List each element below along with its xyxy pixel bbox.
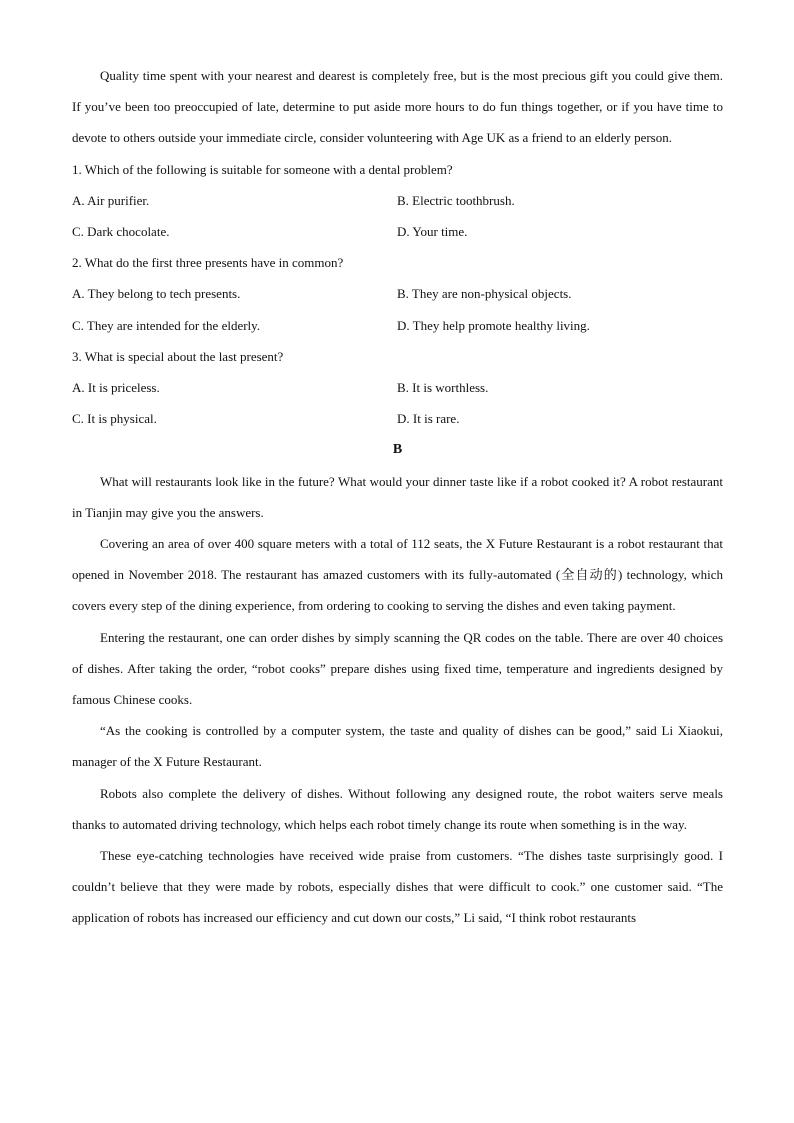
option-d: D. Your time. (397, 224, 468, 240)
section-b-paragraph-2: Covering an area of over 400 square meters with a total of 112 seats, the X Future Restaurant is a robot restaurant that opened in November 2018. The restaurant has amazed customers with its fully-automated (全自动的) technology, which covers every step of the dining experience, from ordering to cooking to serving the dishes and even taking payment. (72, 536, 723, 614)
section-b-heading: B (392, 442, 403, 458)
option-d: D. They help promote healthy living. (397, 317, 590, 333)
section-b-paragraph-6: These eye-catching technologies have received wide praise from customers. “The dishes taste surprisingly good. I couldn’t believe that they were made by robots, especially dishes that were difficult to cook.” one customer said. “The application of robots has increased our efficiency and cut down our costs,” Li said, “I think robot restaurants (72, 848, 723, 926)
option-a: A. They belong to tech presents. (72, 286, 241, 302)
question-2 (72, 247, 723, 341)
passage-a-closing-paragraph: Quality time spent with your nearest and dearest is completely free, but is the most precious gift you could give them. If you’ve been too preoccupied of late, determine to put aside more hours to do fun things together, or if you have time to devote to others outside your immediate circle, consider volunteering with Age UK as a friend to an elderly person. (72, 68, 723, 146)
question-1 (72, 154, 723, 248)
question-3 (72, 341, 723, 435)
option-row (72, 372, 723, 403)
section-b-paragraph-1: What will restaurants look like in the future? What would your dinner taste like if a robot cooked it? A robot restaurant in Tianjin may give you the answers. (72, 473, 723, 520)
option-c: C. Dark chocolate. (72, 224, 170, 240)
option-row (72, 278, 723, 309)
option-d: D. It is rare. (397, 411, 460, 427)
question-stem: 2. What do the first three presents have in common? (72, 255, 344, 271)
option-a: A. Air purifier. (72, 192, 150, 208)
option-b: B. They are non-physical objects. (397, 286, 572, 302)
option-row (72, 310, 723, 341)
section-b-paragraph-5: Robots also complete the delivery of dishes. Without following any designed route, the robot waiters serve meals thanks to automated driving technology, which helps each robot timely change its route when something is in the way. (72, 785, 723, 832)
section-b-paragraph-3: Entering the restaurant, one can order dishes by simply scanning the QR codes on the table. There are over 40 choices of dishes. After taking the order, “robot cooks” prepare dishes using fixed time, temperature and ingredients designed by famous Chinese cooks. (72, 629, 723, 708)
option-b: B. It is worthless. (397, 380, 489, 396)
option-c: C. They are intended for the elderly. (72, 317, 261, 333)
document-page (72, 60, 723, 934)
option-b: B. Electric toothbrush. (397, 192, 515, 208)
option-row (72, 185, 723, 216)
question-stem: 1. Which of the following is suitable for someone with a dental problem? (72, 161, 453, 177)
option-row (72, 403, 723, 434)
question-stem: 3. What is special about the last present? (72, 348, 284, 364)
option-row (72, 216, 723, 247)
option-a: A. It is priceless. (72, 380, 160, 396)
section-b-paragraph-4: “As the cooking is controlled by a computer system, the taste and quality of dishes can be good,” said Li Xiaokui, manager of the X Future Restaurant. (72, 723, 723, 770)
option-c: C. It is physical. (72, 411, 157, 427)
